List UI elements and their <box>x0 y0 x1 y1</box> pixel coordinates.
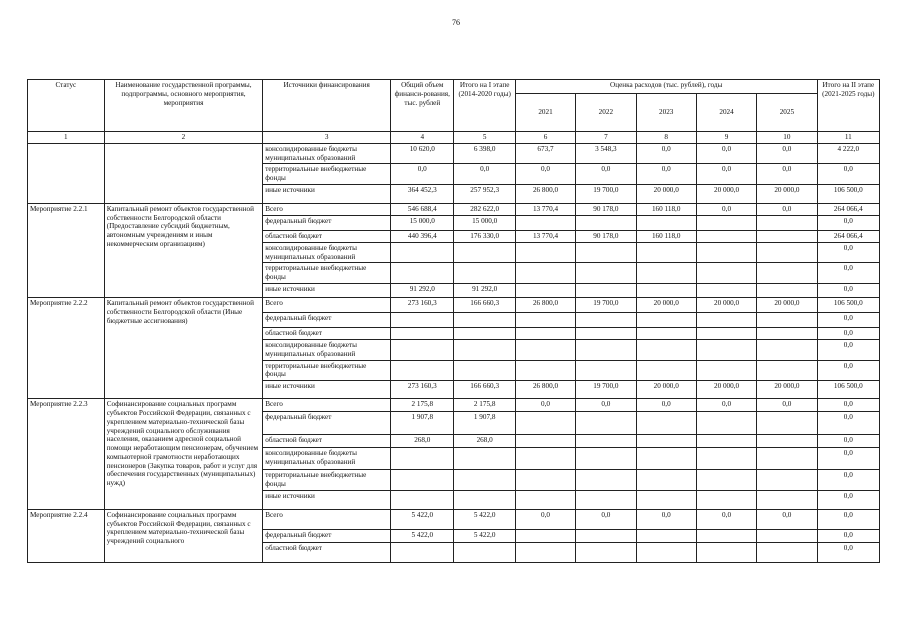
amount-cell <box>696 529 756 542</box>
amount-cell <box>696 215 756 230</box>
funding-source-cell: Всего <box>263 399 391 412</box>
amount-cell: 20 000,0 <box>757 298 817 313</box>
amount-cell: 5 422,0 <box>454 529 515 542</box>
amount-cell <box>636 242 696 263</box>
amount-cell: 0,0 <box>817 542 879 562</box>
amount-cell: 5 422,0 <box>391 509 454 529</box>
header-stage2: Итого на II этапе (2021-2025 годы) <box>817 80 879 132</box>
amount-cell: 0,0 <box>817 164 879 185</box>
status-cell: Мероприятие 2.2.4 <box>28 509 105 562</box>
amount-cell <box>454 448 515 470</box>
amount-cell: 0,0 <box>515 399 575 412</box>
amount-cell <box>454 360 515 381</box>
amount-cell: 20 000,0 <box>696 184 756 203</box>
page-number: 76 <box>452 18 460 27</box>
amount-cell <box>696 490 756 509</box>
amount-cell: 264 066,4 <box>817 230 879 242</box>
amount-cell: 0,0 <box>454 164 515 185</box>
column-number: 1 <box>28 132 105 144</box>
amount-cell: 1 907,8 <box>391 412 454 435</box>
funding-source-cell: Всего <box>263 509 391 529</box>
funding-source-cell: иные источники <box>263 284 391 298</box>
funding-source-cell: консолидированные бюджеты муниципальных образований <box>263 340 391 361</box>
amount-cell <box>391 490 454 509</box>
amount-cell: 0,0 <box>636 399 696 412</box>
amount-cell: 10 620,0 <box>391 143 454 164</box>
amount-cell <box>576 448 636 470</box>
amount-cell <box>576 529 636 542</box>
measure-name-cell: Капитальный ремонт объектов государственной собственности Белгородской области (Предоставление субсидий бюджетным, автономным учреждениям и иным некоммерческим организациям) <box>104 203 263 297</box>
amount-cell: 0,0 <box>817 215 879 230</box>
amount-cell <box>576 340 636 361</box>
amount-cell <box>391 470 454 491</box>
amount-cell: 0,0 <box>817 435 879 448</box>
amount-cell <box>391 448 454 470</box>
header-row <box>28 80 880 94</box>
measure-name-cell <box>104 143 263 203</box>
amount-cell <box>391 360 454 381</box>
amount-cell: 0,0 <box>576 509 636 529</box>
amount-cell <box>696 340 756 361</box>
amount-cell <box>454 470 515 491</box>
amount-cell: 166 660,3 <box>454 381 515 399</box>
amount-cell: 20 000,0 <box>757 184 817 203</box>
measure-name-cell: Софинансирование социальных программ субъектов Российской Федерации, связанных с укреплением материально-технической базы учреждений социального <box>104 509 263 562</box>
amount-cell <box>757 284 817 298</box>
amount-cell <box>515 263 575 284</box>
header-stage1: Итого на I этапе (2014-2020 годы) <box>454 80 515 132</box>
amount-cell <box>636 490 696 509</box>
amount-cell: 0,0 <box>391 164 454 185</box>
amount-cell <box>515 313 575 328</box>
amount-cell <box>515 448 575 470</box>
amount-cell: 0,0 <box>515 164 575 185</box>
amount-cell: 0,0 <box>817 412 879 435</box>
amount-cell: 0,0 <box>817 399 879 412</box>
amount-cell: 4 222,0 <box>817 143 879 164</box>
amount-cell <box>391 242 454 263</box>
amount-cell: 5 422,0 <box>391 529 454 542</box>
header-year: 2022 <box>576 94 636 132</box>
amount-cell <box>696 242 756 263</box>
amount-cell <box>696 470 756 491</box>
amount-cell: 26 800,0 <box>515 298 575 313</box>
amount-cell <box>757 328 817 340</box>
amount-cell: 0,0 <box>757 399 817 412</box>
amount-cell <box>515 242 575 263</box>
funding-source-cell: областной бюджет <box>263 435 391 448</box>
amount-cell <box>576 215 636 230</box>
amount-cell <box>757 230 817 242</box>
amount-cell: 0,0 <box>817 328 879 340</box>
table-row <box>28 399 880 412</box>
amount-cell <box>515 360 575 381</box>
amount-cell: 0,0 <box>817 340 879 361</box>
financing-table <box>27 79 880 563</box>
funding-source-cell: территориальные внебюджетные фонды <box>263 164 391 185</box>
amount-cell: 0,0 <box>757 203 817 215</box>
amount-cell: 268,0 <box>454 435 515 448</box>
amount-cell <box>515 215 575 230</box>
amount-cell: 2 175,8 <box>391 399 454 412</box>
column-number: 11 <box>817 132 879 144</box>
amount-cell <box>515 490 575 509</box>
status-cell <box>28 143 105 203</box>
amount-cell: 166 660,3 <box>454 298 515 313</box>
measure-name-cell: Капитальный ремонт объектов государственной собственности Белгородской области (Иные бюджетные ассигнования) <box>104 298 263 399</box>
amount-cell: 0,0 <box>636 164 696 185</box>
amount-cell <box>454 328 515 340</box>
amount-cell: 91 292,0 <box>391 284 454 298</box>
amount-cell: 5 422,0 <box>454 509 515 529</box>
amount-cell: 20 000,0 <box>696 298 756 313</box>
amount-cell <box>391 542 454 562</box>
amount-cell <box>636 542 696 562</box>
column-number: 3 <box>263 132 391 144</box>
column-number: 6 <box>515 132 575 144</box>
funding-source-cell: территориальные внебюджетные фонды <box>263 360 391 381</box>
amount-cell: 0,0 <box>757 164 817 185</box>
funding-source-cell: федеральный бюджет <box>263 412 391 435</box>
amount-cell <box>391 313 454 328</box>
amount-cell <box>696 313 756 328</box>
amount-cell <box>636 263 696 284</box>
amount-cell: 264 066,4 <box>817 203 879 215</box>
amount-cell <box>576 263 636 284</box>
column-number: 2 <box>104 132 263 144</box>
amount-cell: 0,0 <box>817 509 879 529</box>
amount-cell <box>757 263 817 284</box>
amount-cell <box>454 263 515 284</box>
column-number: 7 <box>576 132 636 144</box>
amount-cell <box>454 313 515 328</box>
amount-cell <box>576 328 636 340</box>
amount-cell: 0,0 <box>817 448 879 470</box>
amount-cell <box>636 412 696 435</box>
column-number-row <box>28 132 880 144</box>
funding-source-cell: иные источники <box>263 184 391 203</box>
amount-cell: 0,0 <box>696 203 756 215</box>
amount-cell <box>576 360 636 381</box>
table-row <box>28 143 880 164</box>
column-number: 10 <box>757 132 817 144</box>
amount-cell <box>636 448 696 470</box>
amount-cell: 176 330,0 <box>454 230 515 242</box>
amount-cell <box>636 340 696 361</box>
amount-cell <box>757 360 817 381</box>
amount-cell <box>576 242 636 263</box>
amount-cell: 13 770,4 <box>515 203 575 215</box>
amount-cell <box>391 263 454 284</box>
status-cell: Мероприятие 2.2.3 <box>28 399 105 510</box>
funding-source-cell: иные источники <box>263 490 391 509</box>
table-row <box>28 203 880 215</box>
amount-cell: 15 000,0 <box>454 215 515 230</box>
header-status: Статус <box>28 80 105 132</box>
amount-cell: 106 500,0 <box>817 381 879 399</box>
amount-cell <box>636 215 696 230</box>
amount-cell: 106 500,0 <box>817 298 879 313</box>
amount-cell: 0,0 <box>817 360 879 381</box>
amount-cell <box>757 448 817 470</box>
amount-cell: 19 700,0 <box>576 381 636 399</box>
amount-cell: 20 000,0 <box>636 184 696 203</box>
table-row <box>28 509 880 529</box>
header-total: Общий объем финанси-рования, тыс. рублей <box>391 80 454 132</box>
amount-cell <box>696 412 756 435</box>
amount-cell <box>757 340 817 361</box>
header-name: Наименование государственной программы, подпрограммы, основного мероприятия, мероприятия <box>104 80 263 132</box>
amount-cell: 160 118,0 <box>636 203 696 215</box>
funding-source-cell: консолидированные бюджеты муниципальных образований <box>263 448 391 470</box>
amount-cell: 0,0 <box>817 529 879 542</box>
amount-cell <box>576 412 636 435</box>
amount-cell <box>636 360 696 381</box>
amount-cell: 282 622,0 <box>454 203 515 215</box>
amount-cell <box>757 242 817 263</box>
amount-cell: 546 688,4 <box>391 203 454 215</box>
amount-cell <box>515 470 575 491</box>
amount-cell <box>515 412 575 435</box>
amount-cell: 0,0 <box>576 164 636 185</box>
amount-cell <box>576 542 636 562</box>
amount-cell <box>636 313 696 328</box>
amount-cell <box>576 284 636 298</box>
amount-cell <box>515 435 575 448</box>
column-number: 5 <box>454 132 515 144</box>
header-year: 2021 <box>515 94 575 132</box>
amount-cell <box>696 230 756 242</box>
amount-cell: 0,0 <box>696 164 756 185</box>
amount-cell <box>757 412 817 435</box>
amount-cell <box>696 360 756 381</box>
funding-source-cell: территориальные внебюджетные фонды <box>263 470 391 491</box>
amount-cell <box>391 328 454 340</box>
amount-cell: 673,7 <box>515 143 575 164</box>
amount-cell <box>515 284 575 298</box>
amount-cell <box>636 328 696 340</box>
amount-cell: 160 118,0 <box>636 230 696 242</box>
amount-cell: 15 000,0 <box>391 215 454 230</box>
amount-cell <box>757 215 817 230</box>
amount-cell: 0,0 <box>576 399 636 412</box>
amount-cell: 13 770,4 <box>515 230 575 242</box>
amount-cell: 0,0 <box>817 490 879 509</box>
amount-cell <box>515 529 575 542</box>
amount-cell: 20 000,0 <box>757 381 817 399</box>
amount-cell <box>576 313 636 328</box>
amount-cell <box>391 340 454 361</box>
amount-cell: 0,0 <box>817 242 879 263</box>
table-row <box>28 298 880 313</box>
amount-cell: 26 800,0 <box>515 381 575 399</box>
amount-cell: 440 396,4 <box>391 230 454 242</box>
amount-cell <box>636 435 696 448</box>
amount-cell: 20 000,0 <box>636 381 696 399</box>
funding-source-cell: консолидированные бюджеты муниципальных образований <box>263 242 391 263</box>
amount-cell: 26 800,0 <box>515 184 575 203</box>
amount-cell: 20 000,0 <box>636 298 696 313</box>
amount-cell: 0,0 <box>696 509 756 529</box>
amount-cell: 19 700,0 <box>576 184 636 203</box>
amount-cell: 0,0 <box>817 263 879 284</box>
amount-cell <box>696 263 756 284</box>
amount-cell <box>696 328 756 340</box>
funding-source-cell: территориальные внебюджетные фонды <box>263 263 391 284</box>
status-cell: Мероприятие 2.2.1 <box>28 203 105 297</box>
amount-cell: 0,0 <box>817 313 879 328</box>
funding-source-cell: Всего <box>263 298 391 313</box>
amount-cell <box>636 470 696 491</box>
amount-cell <box>515 542 575 562</box>
amount-cell <box>757 490 817 509</box>
status-cell: Мероприятие 2.2.2 <box>28 298 105 399</box>
amount-cell: 90 178,0 <box>576 203 636 215</box>
funding-source-cell: областной бюджет <box>263 542 391 562</box>
funding-source-cell: областной бюджет <box>263 230 391 242</box>
amount-cell <box>454 490 515 509</box>
amount-cell: 20 000,0 <box>696 381 756 399</box>
amount-cell: 2 175,8 <box>454 399 515 412</box>
funding-source-cell: иные источники <box>263 381 391 399</box>
amount-cell: 0,0 <box>817 470 879 491</box>
header-year: 2025 <box>757 94 817 132</box>
amount-cell: 90 178,0 <box>576 230 636 242</box>
amount-cell <box>696 284 756 298</box>
amount-cell <box>696 435 756 448</box>
amount-cell: 0,0 <box>696 143 756 164</box>
amount-cell: 0,0 <box>636 143 696 164</box>
funding-source-cell: консолидированные бюджеты муниципальных образований <box>263 143 391 164</box>
amount-cell <box>636 284 696 298</box>
amount-cell <box>757 435 817 448</box>
amount-cell: 0,0 <box>817 284 879 298</box>
amount-cell <box>576 435 636 448</box>
amount-cell: 91 292,0 <box>454 284 515 298</box>
funding-source-cell: федеральный бюджет <box>263 215 391 230</box>
funding-source-cell: Всего <box>263 203 391 215</box>
column-number: 4 <box>391 132 454 144</box>
amount-cell <box>515 328 575 340</box>
amount-cell: 1 907,8 <box>454 412 515 435</box>
header-estimate: Оценка расходов (тыс. рублей), годы <box>515 80 817 94</box>
amount-cell <box>454 340 515 361</box>
header-year: 2024 <box>696 94 756 132</box>
amount-cell <box>454 242 515 263</box>
header-year: 2023 <box>636 94 696 132</box>
amount-cell: 0,0 <box>636 509 696 529</box>
table-body <box>28 143 880 562</box>
amount-cell <box>757 313 817 328</box>
funding-source-cell: федеральный бюджет <box>263 313 391 328</box>
amount-cell: 257 952,3 <box>454 184 515 203</box>
amount-cell: 106 500,0 <box>817 184 879 203</box>
amount-cell: 19 700,0 <box>576 298 636 313</box>
amount-cell: 0,0 <box>757 509 817 529</box>
amount-cell: 3 548,3 <box>576 143 636 164</box>
amount-cell: 0,0 <box>757 143 817 164</box>
amount-cell <box>757 470 817 491</box>
amount-cell <box>696 448 756 470</box>
amount-cell: 273 160,3 <box>391 381 454 399</box>
amount-cell <box>576 470 636 491</box>
amount-cell: 364 452,3 <box>391 184 454 203</box>
amount-cell: 0,0 <box>696 399 756 412</box>
amount-cell: 273 160,3 <box>391 298 454 313</box>
amount-cell: 268,0 <box>391 435 454 448</box>
amount-cell <box>757 542 817 562</box>
amount-cell <box>696 542 756 562</box>
amount-cell <box>454 542 515 562</box>
header-sources: Источники финансирования <box>263 80 391 132</box>
amount-cell <box>636 529 696 542</box>
amount-cell <box>576 490 636 509</box>
funding-source-cell: областной бюджет <box>263 328 391 340</box>
amount-cell: 0,0 <box>515 509 575 529</box>
column-number: 8 <box>636 132 696 144</box>
column-number: 9 <box>696 132 756 144</box>
amount-cell: 6 398,0 <box>454 143 515 164</box>
amount-cell <box>757 529 817 542</box>
measure-name-cell: Софинансирование социальных программ субъектов Российской Федерации, связанных с укреплением материально-технической базы учреждений социального обслуживания населения, оказанием адресной социальной помощи неработающим пенсионерам, обучением компьютерной грамотности неработающих пенсионеров (Закупка товаров, работ и услуг для обеспечения государственных (муниципальных) нужд) <box>104 399 263 510</box>
amount-cell <box>515 340 575 361</box>
funding-source-cell: федеральный бюджет <box>263 529 391 542</box>
